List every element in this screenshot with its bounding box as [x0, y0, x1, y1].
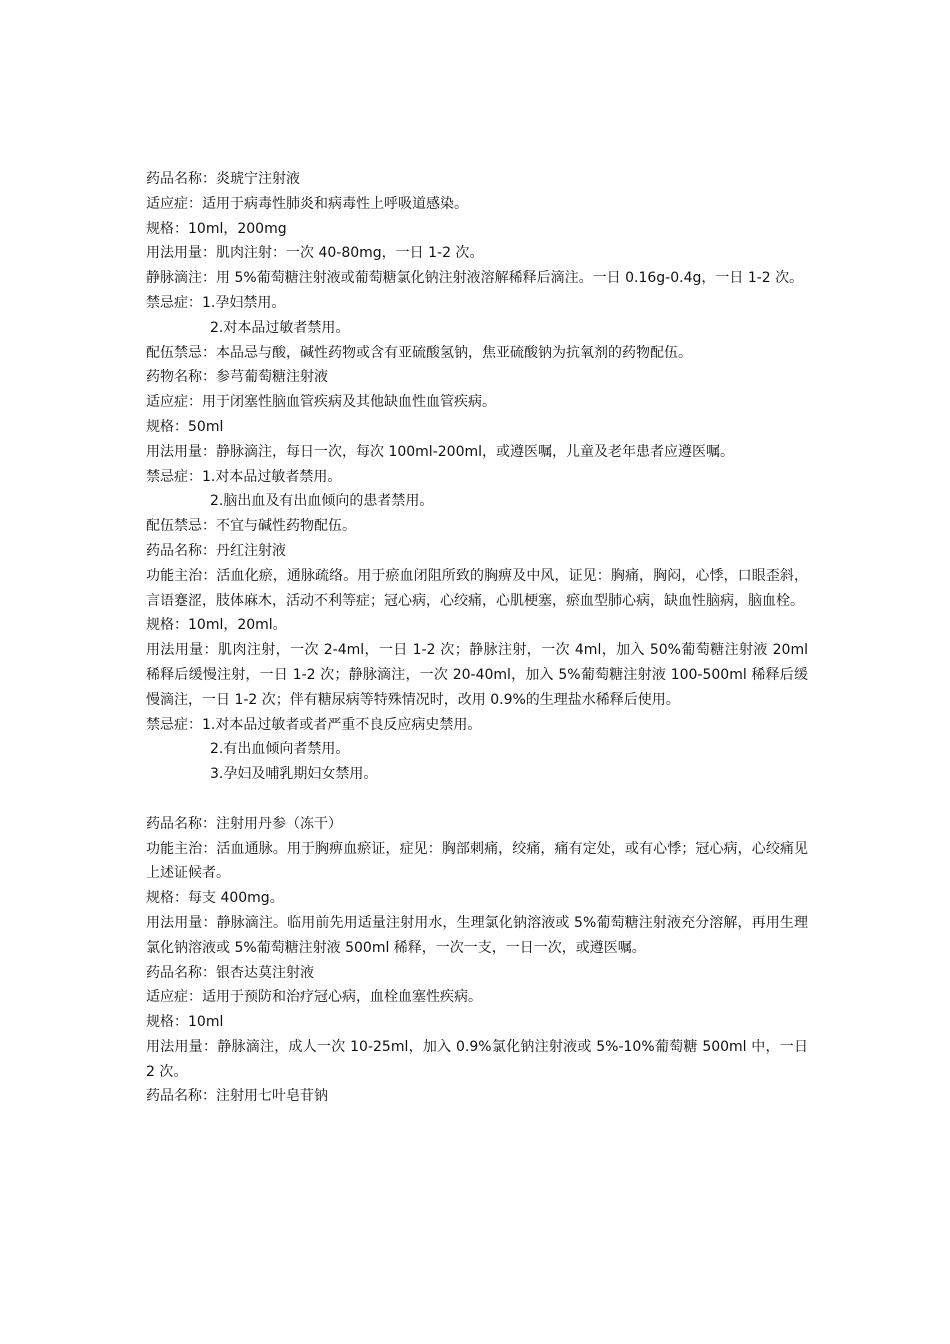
contraindication-yanhuning-2: 2.对本品过敏者禁用。: [210, 319, 350, 336]
indication-yinxingdamo: 适应症：适用于预防和治疗冠心病，血栓血塞性疾病。: [146, 989, 482, 1006]
compatibility-yanhuning: 配伍禁忌：本品忌与酸，碱性药物或含有亚硫酸氢钠，焦亚硫酸钠为抗氧剂的药物配伍。: [146, 344, 692, 361]
drug-name-yinxingdamo: 药品名称：银杏达莫注射液: [146, 964, 314, 981]
dosage-yanhuning: 用法用量：肌肉注射：一次 40-80mg，一日 1-2 次。: [146, 245, 484, 262]
contraindication-shenxiong-2: 2.脑出血及有出血倾向的患者禁用。: [210, 493, 434, 510]
spec-shenxiong: 规格：50ml: [146, 418, 224, 435]
spec-danhong: 规格：10ml，20ml。: [146, 617, 287, 634]
drug-name-danhong: 药品名称：丹红注射液: [146, 542, 286, 559]
drug-name-yanhuning: 药品名称：炎琥宁注射液: [146, 171, 300, 187]
contraindication-danhong-1: 禁忌症：1.对本品过敏者或者严重不良反应病史禁用。: [146, 716, 482, 733]
spec-yanhuning: 规格：10ml，200mg: [146, 220, 287, 237]
contraindication-shenxiong-1: 禁忌症：1.对本品过敏者禁用。: [146, 468, 342, 485]
indication-shenxiong: 适应症：用于闭塞性脑血管疾病及其他缺血性血管疾病。: [146, 394, 496, 411]
indication-yanhuning: 适应症：适用于病毒性肺炎和病毒性上呼吸道感染。: [146, 195, 468, 212]
function-danshen: 功能主治：活血通脉。用于胸痹血瘀证，症见：胸部刺痛，绞痛，痛有定处，或有心悸；冠心病，心绞痛见上述证候者。: [146, 840, 808, 882]
document-body: [146, 167, 808, 1109]
contraindication-danhong-2: 2.有出血倾向者禁用。: [210, 741, 350, 758]
blank-line: [146, 787, 808, 812]
contraindication-yanhuning-1: 禁忌症：1.孕妇禁用。: [146, 294, 286, 311]
spec-yinxingdamo: 规格：10ml: [146, 1014, 224, 1031]
drug-name-danshen: 药品名称：注射用丹参（冻干）: [146, 815, 342, 832]
dosage-yinxingdamo: 用法用量：静脉滴注，成人一次 10-25ml，加入 0.9%氯化钠注射液或 5%-10%葡萄糖 500ml 中，一日 2 次。: [146, 1038, 808, 1080]
drug-name-qiyezaogan: 药品名称：注射用七叶皂苷钠: [146, 1088, 328, 1105]
iv-drip-yanhuning: 静脉滴注：用 5%葡萄糖注射液或葡萄糖氯化钠注射液溶解稀释后滴注。一日 0.16g-0.4g，一日 1-2 次。: [146, 270, 804, 287]
function-danhong: 功能主治：活血化瘀，通脉疏络。用于瘀血闭阻所致的胸痹及中风，证见：胸痛，胸闷，心悸，口眼歪斜，言语蹇涩，肢体麻木，活动不利等症；冠心病，心绞痛，心肌梗塞，瘀血型肺心病，缺血性脑病，脑血栓。: [146, 567, 808, 609]
dosage-shenxiong: 用法用量：静脉滴注，每日一次，每次 100ml-200ml，或遵医嘱，儿童及老年患者应遵医嘱。: [146, 443, 734, 460]
drug-name-shenxiong: 药物名称：参芎葡萄糖注射液: [146, 369, 328, 386]
compatibility-shenxiong: 配伍禁忌：不宜与碱性药物配伍。: [146, 518, 356, 535]
spec-danshen: 规格：每支 400mg。: [146, 890, 284, 907]
dosage-danhong: 用法用量：肌肉注射，一次 2-4ml，一日 1-2 次；静脉注射，一次 4ml，加入 50%葡萄糖注射液 20ml 稀释后缓慢注射，一日 1-2 次；静脉滴注，一次 20-40ml，加入 5%葡萄糖注射液 100-500ml 稀释后缓慢滴注，一日 1-2 次；伴有糖尿病等特殊情况时，改用 0.9%的生理盐水稀释后使用。: [146, 642, 808, 708]
contraindication-danhong-3: 3.孕妇及哺乳期妇女禁用。: [210, 766, 378, 783]
dosage-danshen: 用法用量：静脉滴注。临用前先用适量注射用水，生理氯化钠溶液或 5%葡萄糖注射液充分溶解，再用生理氯化钠溶液或 5%葡萄糖注射液 500ml 稀释，一次一支，一日一次，或遵医嘱。: [146, 914, 808, 956]
